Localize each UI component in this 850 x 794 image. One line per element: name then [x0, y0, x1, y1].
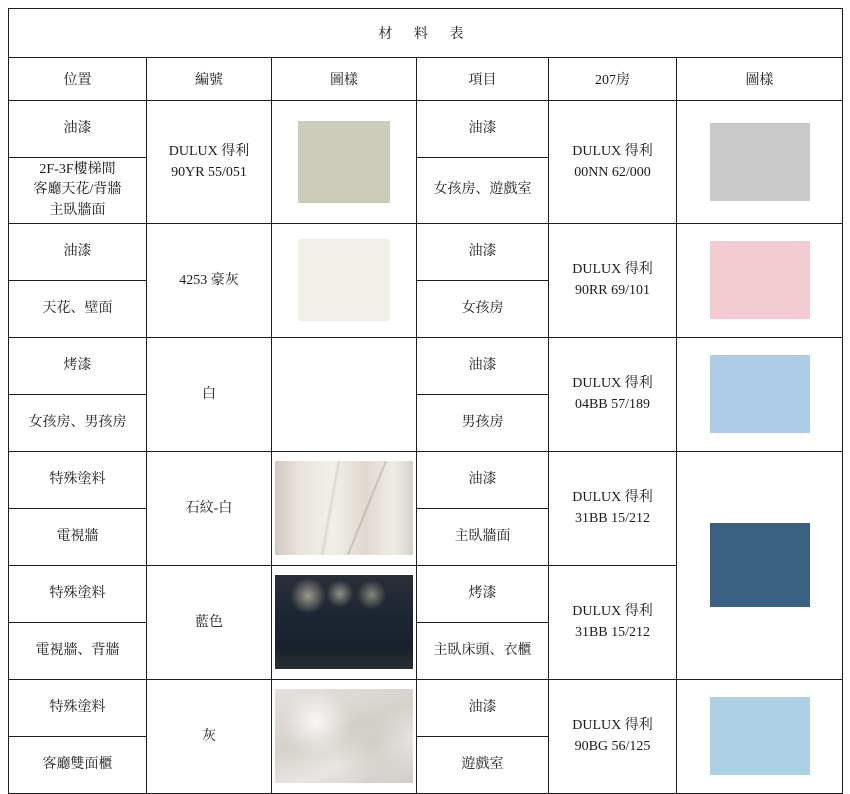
- left-pattern-swatch: [272, 223, 417, 337]
- left-location-label: 電視牆: [9, 508, 147, 565]
- left-code: 藍色: [147, 565, 272, 679]
- right-item-label: 油漆: [417, 223, 549, 280]
- left-location-label: 客廳雙面櫃: [9, 736, 147, 793]
- right-item-label: 油漆: [417, 451, 549, 508]
- table-row: [9, 451, 843, 508]
- header-pattern-right: 圖樣: [677, 58, 843, 101]
- left-pattern-swatch: [272, 451, 417, 565]
- left-code: DULUX 得利 90YR 55/051: [147, 101, 272, 224]
- right-item-label: 油漆: [417, 679, 549, 736]
- table-row: [9, 679, 843, 736]
- table-row: [9, 337, 843, 394]
- left-pattern-swatch: [272, 337, 417, 451]
- left-location-label: 天花、壁面: [9, 280, 147, 337]
- page-title: 材 料 表: [9, 9, 843, 58]
- table-row: [9, 223, 843, 280]
- header-pattern-left: 圖樣: [272, 58, 417, 101]
- right-pattern-swatch: [677, 451, 843, 679]
- right-code: DULUX 得利 90BG 56/125: [549, 679, 677, 793]
- header-item: 項目: [417, 58, 549, 101]
- left-type-label: 烤漆: [9, 337, 147, 394]
- table-row: [9, 101, 843, 158]
- right-pattern-swatch: [677, 679, 843, 793]
- left-type-label: 特殊塗料: [9, 565, 147, 622]
- title-row: [9, 9, 843, 58]
- left-code: 灰: [147, 679, 272, 793]
- left-type-label: 油漆: [9, 223, 147, 280]
- left-code: 4253 豪灰: [147, 223, 272, 337]
- header-room: 207房: [549, 58, 677, 101]
- right-location-label: 女孩房、遊戲室: [417, 158, 549, 224]
- left-pattern-swatch: [272, 565, 417, 679]
- left-code: 白: [147, 337, 272, 451]
- left-type-label: 特殊塗料: [9, 679, 147, 736]
- right-code: DULUX 得利 04BB 57/189: [549, 337, 677, 451]
- right-location-label: 主臥床頭、衣櫃: [417, 622, 549, 679]
- left-type-label: 油漆: [9, 101, 147, 158]
- right-item-label: 烤漆: [417, 565, 549, 622]
- right-pattern-swatch: [677, 337, 843, 451]
- left-location-label: 女孩房、男孩房: [9, 394, 147, 451]
- right-code: DULUX 得利 31BB 15/212: [549, 451, 677, 565]
- right-code: DULUX 得利 90RR 69/101: [549, 223, 677, 337]
- right-location-label: 主臥牆面: [417, 508, 549, 565]
- right-location-label: 男孩房: [417, 394, 549, 451]
- header-position: 位置: [9, 58, 147, 101]
- right-location-label: 女孩房: [417, 280, 549, 337]
- right-pattern-swatch: [677, 223, 843, 337]
- right-code: DULUX 得利 00NN 62/000: [549, 101, 677, 224]
- right-item-label: 油漆: [417, 337, 549, 394]
- right-code: DULUX 得利 31BB 15/212: [549, 565, 677, 679]
- left-pattern-swatch: [272, 101, 417, 224]
- material-table: [8, 8, 843, 794]
- right-location-label: 遊戲室: [417, 736, 549, 793]
- left-type-label: 特殊塗料: [9, 451, 147, 508]
- right-item-label: 油漆: [417, 101, 549, 158]
- left-location-label: 2F-3F樓梯間 客廳天花/背牆 主臥牆面: [9, 158, 147, 224]
- header-code: 編號: [147, 58, 272, 101]
- right-pattern-swatch: [677, 101, 843, 224]
- left-location-label: 電視牆、背牆: [9, 622, 147, 679]
- left-pattern-swatch: [272, 679, 417, 793]
- left-code: 石紋-白: [147, 451, 272, 565]
- header-row: [9, 58, 843, 101]
